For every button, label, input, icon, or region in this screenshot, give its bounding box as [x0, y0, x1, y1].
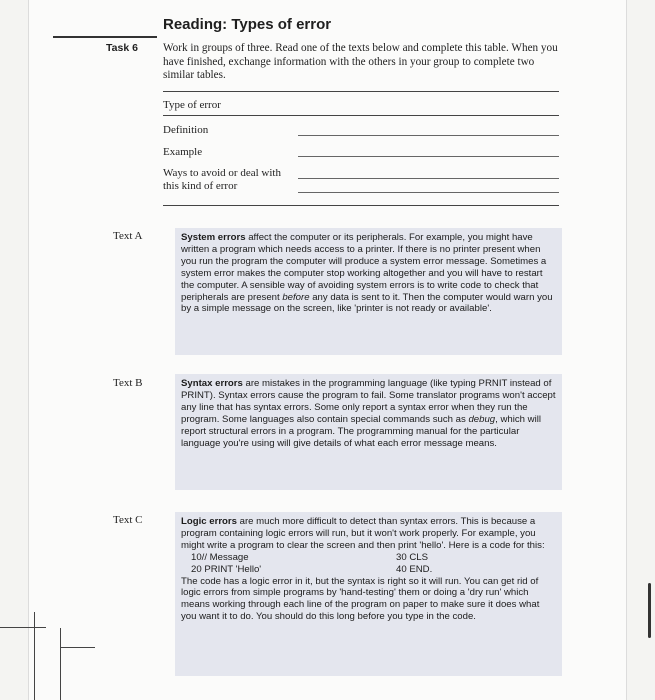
margin-line	[34, 612, 35, 700]
answer-line	[298, 135, 559, 136]
table-heading-rule	[163, 115, 559, 116]
task-label: Task 6	[106, 42, 138, 54]
task-divider	[53, 36, 157, 38]
text-b-emphasis: debug	[468, 413, 496, 425]
text-b-label: Text B	[113, 377, 143, 389]
table-row-definition: Definition	[163, 124, 209, 136]
text-a-emphasis: before	[282, 291, 310, 303]
code-line	[181, 552, 556, 564]
answer-line	[298, 192, 559, 193]
code-cell: 30 CLS	[396, 551, 428, 563]
code-cell: 40 END.	[396, 563, 433, 575]
answer-line	[298, 156, 559, 157]
table-row-ways: Ways to avoid or deal with this kind of error	[163, 167, 281, 192]
text-b-panel	[175, 374, 562, 490]
answer-line	[298, 178, 559, 179]
margin-line	[0, 627, 46, 628]
text-a-body: affect the computer or its peripherals. For example, you might have written a program which needs access to a printer. If there is no printer present when you run the program the computer will produce a system error message. Sometimes a system error makes the computer stop working altogether and you will have to restart the computer. A sensible way of avoiding system errors is to write code to check that peripherals are present	[181, 232, 547, 303]
task-instructions: Work in groups of three. Read one of the texts below and complete this table. When you have finished, exchange information with the others in your group to complete two similar tables.	[163, 42, 558, 81]
code-line	[181, 564, 556, 576]
code-cell: 20 PRINT 'Hello'	[191, 563, 262, 575]
text-a-lead: System errors	[181, 232, 246, 243]
text-b-body: are mistakes in the programming language (like typing PRNIT instead of PRINT). Syntax errors cause the program to fail. Some translator programs won't accept any line that has syntax errors. Some only report a syntax error when they run the program. Some languages also contain special commands such as	[181, 378, 556, 425]
text-c-body: are much more difficult to detect than syntax errors. This is because a program containing logic errors will run, but it won't work properly. For example, you might write a program to clear the screen and then print 'hello'. Here is a code for this:	[181, 516, 545, 551]
code-cell: 10// Message	[191, 551, 249, 563]
text-a-label: Text A	[113, 230, 143, 242]
table-top-rule	[163, 91, 559, 92]
text-a-body-end: any data is sent to it. Then the computer would warn you by a simple message on the screen, like 'printer is not ready or available'.	[181, 291, 553, 315]
text-c-after: The code has a logic error in it, but the syntax is right so it will run. You can get rid of logic errors from simple programs by 'hand-testing' them or doing a 'dry run' which means working through each line of the program on paper to make sure it does what you want it to do. You should do this long before you type in the code.	[181, 575, 540, 623]
table-bottom-rule	[163, 205, 559, 206]
table-heading: Type of error	[163, 99, 221, 111]
margin-line	[60, 647, 95, 648]
text-c-lead: Logic errors	[181, 516, 237, 527]
text-a-panel	[175, 228, 562, 355]
text-b-lead: Syntax errors	[181, 378, 243, 389]
table-row-example: Example	[163, 146, 203, 158]
scrollbar-thumb[interactable]	[648, 583, 651, 638]
margin-line	[60, 628, 61, 700]
text-c-panel	[175, 512, 562, 676]
page-title: Reading: Types of error	[163, 16, 332, 33]
text-c-label: Text C	[113, 514, 143, 526]
text-b-body-end: , which will report structural errors in a program. The programming manual for the particular language you're using will give details of what each error message means.	[181, 413, 541, 449]
